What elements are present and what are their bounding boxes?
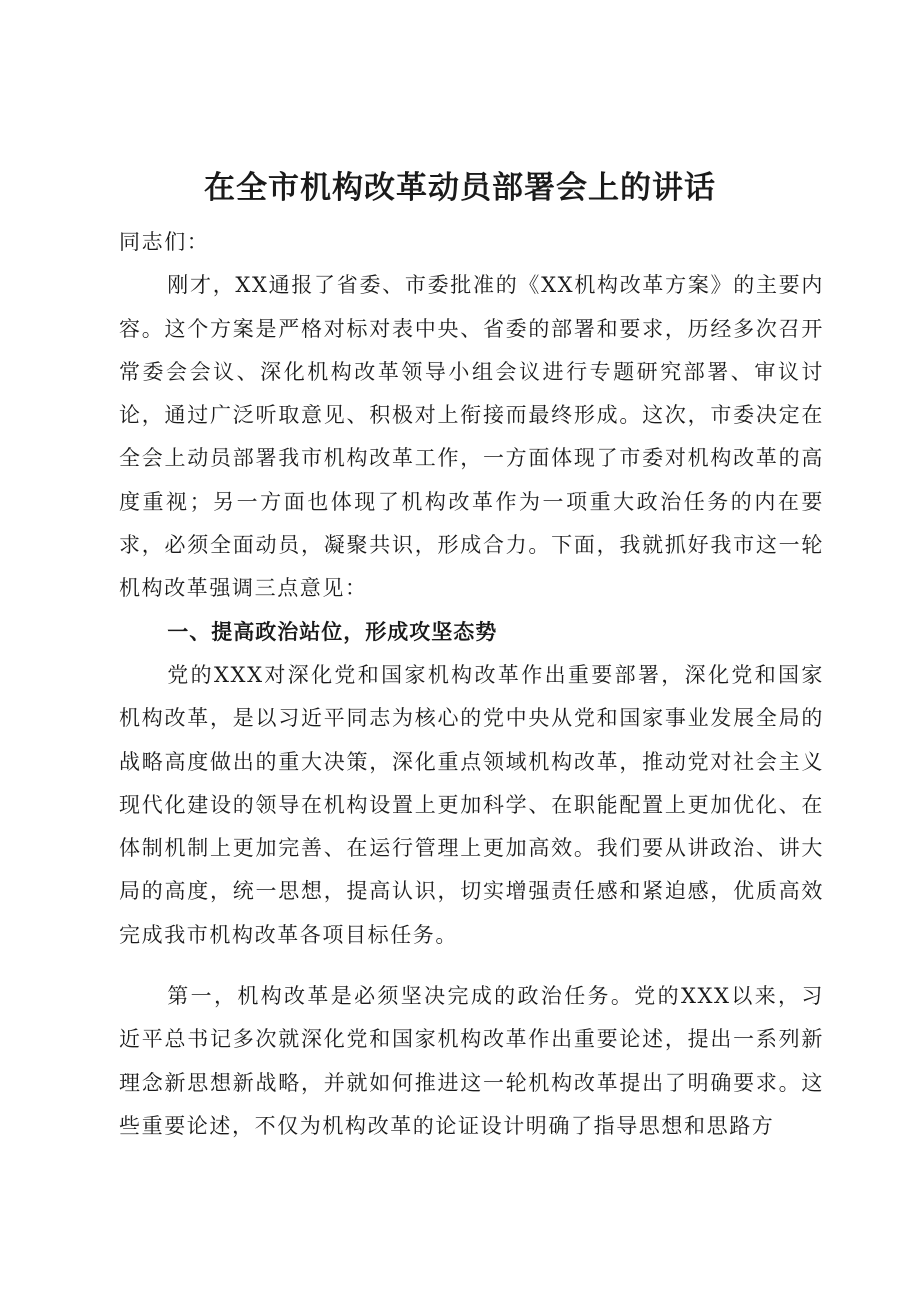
paragraph-section-1: 党的XXX对深化党和国家机构改革作出重要部署，深化党和国家机构改革，是以习近平同志为核心的党中央从党和国家事业发展全局的战略高度做出的重大决策，深化重点领域机构改革，推动党对社会主义现代化建设的领导在机构设置上更加科学、在职能配置上更加优化、在体制机制上更加完善、在运行管理上更加高效。我们要从讲政治、讲大局的高度，统一思想，提高认识，切实增强责任感和紧迫感，优质高效完成我市机构改革各项目标任务。: [119, 662, 824, 947]
salutation: 同志们：: [119, 230, 210, 254]
paragraph-intro: 刚才，XX通报了省委、市委批准的《XX机构改革方案》的主要内容。这个方案是严格对标对表中央、省委的部署和要求，历经多次召开常委会会议、深化机构改革领导小组会议进行专题研究部署、审议讨论，通过广泛听取意见、积极对上衔接而最终形成。这次，市委决定在全会上动员部署我市机构改革工作，一方面体现了市委对机构改革的高度重视；另一方面也体现了机构改革作为一项重大政治任务的内在要求，必须全面动员，凝聚共识，形成合力。下面，我就抓好我市这一轮机构改革强调三点意见：: [119, 273, 824, 601]
paragraph-first-point: 第一，机构改革是必须坚决完成的政治任务。党的XXX以来，习近平总书记多次就深化党和国家机构改革作出重要论述，提出一系列新理念新思想新战略，并就如何推进这一轮机构改革提出了明确要求。这些重要论述，不仅为机构改革的论证设计明确了指导思想和思路方: [119, 984, 824, 1138]
document-body: [119, 221, 824, 1148]
document-title: 在全市机构改革动员部署会上的讲话: [204, 170, 716, 206]
section-heading-1: 一、提高政治站位，形成攻坚态势: [167, 619, 498, 644]
